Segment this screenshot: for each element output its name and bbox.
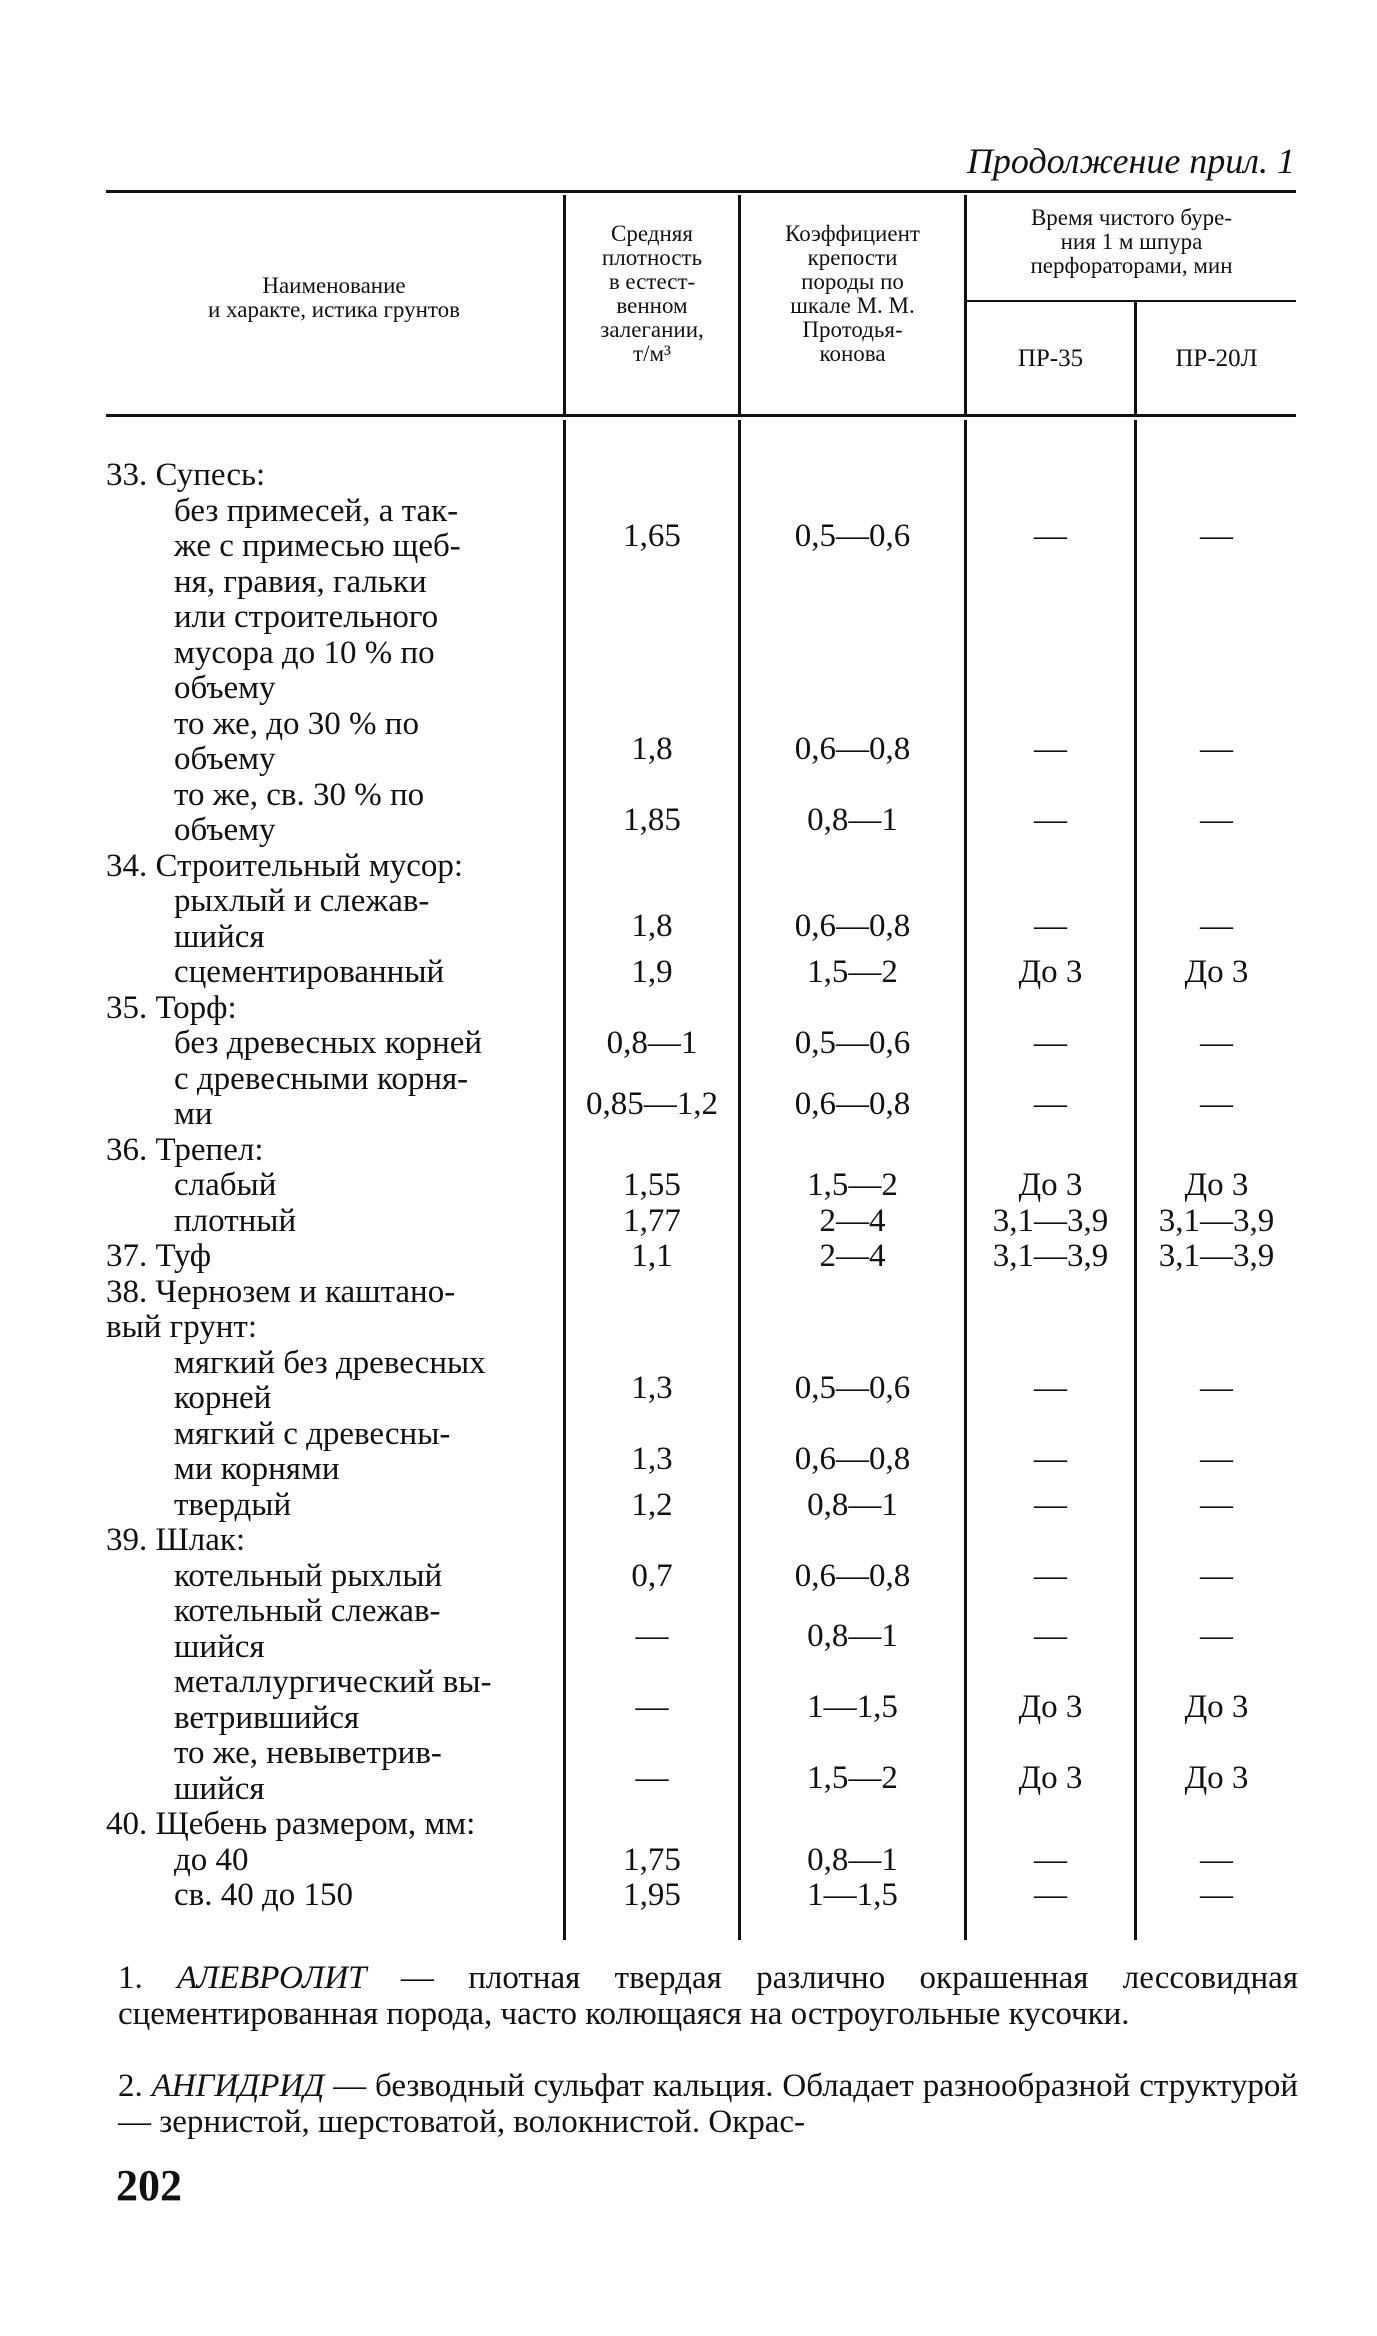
- row-name-line: сцементированный: [174, 954, 445, 990]
- header-density-line: Средняя: [611, 221, 693, 246]
- row-name-line: то же, св. 30 % по: [174, 776, 425, 813]
- row-name-line: то же, невыветрив-: [174, 1735, 442, 1771]
- cell-coef: 0,6—0,8: [794, 1557, 911, 1594]
- cell-density: —: [635, 1760, 669, 1796]
- cell-pr35: —: [1034, 517, 1067, 554]
- cell-pr20: —: [1200, 1085, 1233, 1122]
- cell-density: 1,95: [623, 1877, 681, 1913]
- row-name-line: твердый: [174, 1486, 292, 1523]
- header-density-line: т/м³: [633, 341, 671, 366]
- row-name-line: св. 40 до 150: [174, 1877, 354, 1913]
- cell-pr20: До 3: [1184, 954, 1249, 990]
- cell-pr20: До 3: [1184, 1760, 1249, 1796]
- cell-density: 1,8: [631, 908, 673, 944]
- cell-coef: 0,6—0,8: [794, 1085, 911, 1122]
- header-density-line: венном: [616, 293, 688, 318]
- cell-pr35: 3,1—3,9: [992, 1238, 1109, 1274]
- cell-coef: 0,5—0,6: [794, 517, 911, 554]
- row-name-line: ветрившийся: [174, 1699, 360, 1736]
- cell-pr20: —: [1200, 1486, 1233, 1523]
- row-name-line: объему: [174, 812, 276, 848]
- cell-density: 1,75: [623, 1841, 681, 1878]
- cell-pr20: —: [1200, 517, 1233, 554]
- cell-pr20: 3,1—3,9: [1158, 1202, 1275, 1239]
- cell-density: 0,7: [631, 1557, 673, 1594]
- cell-pr20: —: [1200, 1877, 1233, 1913]
- cell-pr35: —: [1034, 1486, 1067, 1523]
- row-name-line: без примесей, а так-: [174, 492, 459, 529]
- row-name-line: шийся: [174, 1628, 265, 1665]
- cell-pr35: До 3: [1018, 1760, 1083, 1796]
- header-density: [566, 222, 738, 366]
- cell-pr35: —: [1034, 1085, 1067, 1122]
- drill-subheader-rule: [966, 300, 1296, 302]
- header-name: [106, 274, 562, 322]
- cell-pr20: —: [1200, 908, 1233, 944]
- cell-density: 1,8: [631, 730, 673, 767]
- page-number: 202: [116, 2161, 182, 2210]
- cell-coef: 1—1,5: [807, 1689, 898, 1725]
- cell-pr20: —: [1200, 1841, 1233, 1878]
- cell-pr35: —: [1034, 801, 1067, 838]
- header-pr35: ПР-35: [1017, 345, 1084, 372]
- cell-coef: 0,8—1: [807, 1841, 898, 1878]
- cell-pr35: —: [1034, 1025, 1067, 1061]
- header-density-line: плотность: [601, 245, 703, 270]
- cell-coef: 2—4: [819, 1238, 886, 1274]
- header-density-line: залегании,: [600, 317, 704, 342]
- cell-density: 1,85: [623, 801, 681, 838]
- footnote-term: АНГИДРИД: [151, 2068, 325, 2104]
- row-name-line: ми корнями: [174, 1451, 340, 1487]
- cell-pr20: —: [1200, 1618, 1233, 1654]
- footnote-text: — безводный сульфат кальция. Обладает разнообразной структурой — зернистой, шерстоватой, волокнистой. Окрас-: [118, 2068, 1299, 2140]
- cell-coef: 1—1,5: [807, 1877, 898, 1913]
- row-name-line: объему: [174, 670, 276, 706]
- cell-pr35: До 3: [1018, 1689, 1083, 1725]
- row-name-line: с древесными корня-: [174, 1060, 469, 1097]
- row-name-line: шийся: [174, 1770, 265, 1807]
- row-name-line: или строительного: [174, 599, 439, 635]
- row-name-line: 39. Шлак:: [106, 1522, 246, 1558]
- row-name-line: 40. Щебень размером, мм:: [106, 1806, 476, 1842]
- cell-pr35: —: [1034, 1841, 1067, 1878]
- header-drill-line: ния 1 м шпура: [1060, 229, 1203, 254]
- header-drill-line: Время чистого буре-: [1030, 205, 1233, 230]
- row-name-line: же с примесью щеб-: [174, 528, 461, 564]
- row-name-line: объему: [174, 741, 276, 777]
- cell-pr20: До 3: [1184, 1167, 1249, 1203]
- cell-pr35: До 3: [1018, 1167, 1083, 1203]
- cell-pr20: —: [1200, 730, 1233, 767]
- running-header: Продолжение прил. 1: [966, 141, 1295, 181]
- cell-pr35: —: [1034, 1440, 1067, 1477]
- cell-pr20: До 3: [1184, 1689, 1249, 1725]
- header-name-line: и характе, истика грунтов: [207, 297, 460, 322]
- row-name-line: мягкий с древесны-: [174, 1415, 451, 1452]
- row-name-line: то же, до 30 % по: [174, 705, 419, 742]
- cell-density: 1,3: [631, 1440, 673, 1477]
- footnote-text: — плотная твердая различно окрашенная лессовидная сцементированная порода, часто колющаяся на остроугольные кусочки.: [118, 1960, 1299, 2032]
- row-name-line: корней: [174, 1380, 272, 1416]
- header-coef-line: конова: [819, 341, 886, 366]
- cell-coef: 0,8—1: [807, 801, 898, 838]
- cell-coef: 1,5—2: [807, 954, 898, 990]
- row-name-line: котельный рыхлый: [174, 1557, 443, 1594]
- header-drill: [967, 206, 1296, 278]
- footnote: [118, 1960, 1298, 2032]
- table-top-rule: [106, 190, 1296, 193]
- header-name-line: Наименование: [262, 273, 406, 298]
- cell-density: 1,55: [623, 1167, 681, 1203]
- cell-coef: 0,6—0,8: [794, 730, 911, 767]
- header-drill-line: перфораторами, мин: [1030, 253, 1233, 278]
- row-name-line: 38. Чернозем и каштано-: [106, 1273, 456, 1310]
- row-name-line: 33. Супесь:: [106, 457, 266, 493]
- row-name-line: рыхлый и слежав-: [174, 883, 430, 919]
- row-name-line: шийся: [174, 918, 265, 955]
- cell-coef: 0,8—1: [807, 1486, 898, 1523]
- header-density-line: в естест-: [608, 269, 696, 294]
- row-name-line: 37. Туф: [106, 1238, 212, 1274]
- cell-pr35: —: [1034, 908, 1067, 944]
- cell-coef: 1,5—2: [807, 1167, 898, 1203]
- cell-coef: 2—4: [819, 1202, 886, 1239]
- row-name-line: 35. Торф:: [106, 989, 237, 1026]
- cell-pr35: 3,1—3,9: [992, 1202, 1109, 1239]
- row-name-line: 36. Трепел:: [106, 1131, 264, 1168]
- cell-density: —: [635, 1618, 669, 1654]
- row-name-line: без древесных корней: [174, 1025, 483, 1061]
- row-name-line: 34. Строительный мусор:: [106, 847, 464, 884]
- cell-coef: 0,6—0,8: [794, 1440, 911, 1477]
- cell-density: 1,3: [631, 1369, 673, 1406]
- cell-pr35: —: [1034, 1557, 1067, 1594]
- header-coef-line: Протодья-: [802, 317, 903, 342]
- row-name-line: мягкий без древесных: [174, 1344, 486, 1381]
- footnote-num: 2.: [118, 2068, 143, 2104]
- cell-density: 1,65: [623, 517, 681, 554]
- header-coef-line: крепости: [807, 245, 898, 270]
- cell-pr20: —: [1200, 1557, 1233, 1594]
- cell-pr35: До 3: [1018, 954, 1083, 990]
- footnote-num: 1.: [118, 1960, 143, 1996]
- cell-density: 0,85—1,2: [586, 1085, 718, 1122]
- cell-pr35: —: [1034, 730, 1067, 767]
- cell-coef: 0,6—0,8: [794, 908, 911, 944]
- footnote: [118, 2068, 1298, 2140]
- row-name-line: мусора до 10 % по: [174, 634, 435, 671]
- cell-density: 1,1: [631, 1238, 673, 1274]
- header-coef-line: шкале М. М.: [790, 293, 915, 318]
- footnote-term: АЛЕВРОЛИТ: [177, 1960, 367, 1996]
- cell-pr20: —: [1200, 1440, 1233, 1477]
- header-coef-line: Коэффициент: [785, 221, 920, 246]
- row-name-line: котельный слежав-: [174, 1593, 441, 1629]
- cell-coef: 0,5—0,6: [794, 1025, 911, 1061]
- cell-coef: 0,8—1: [807, 1618, 898, 1654]
- cell-coef: 0,5—0,6: [794, 1369, 911, 1406]
- cell-density: 1,9: [631, 954, 673, 990]
- row-name-line: плотный: [174, 1202, 297, 1239]
- cell-density: 0,8—1: [606, 1025, 698, 1061]
- cell-pr20: 3,1—3,9: [1158, 1238, 1275, 1274]
- header-pr20: ПР-20Л: [1175, 345, 1258, 372]
- cell-density: 1,2: [631, 1486, 673, 1523]
- cell-pr20: —: [1200, 801, 1233, 838]
- cell-pr35: —: [1034, 1877, 1067, 1913]
- row-name-line: слабый: [174, 1167, 277, 1203]
- cell-coef: 1,5—2: [807, 1760, 898, 1796]
- cell-pr20: —: [1200, 1025, 1233, 1061]
- header-bottom-rule: [106, 414, 1296, 417]
- cell-pr35: —: [1034, 1369, 1067, 1406]
- row-name-line: вый грунт:: [106, 1309, 258, 1345]
- row-name-line: до 40: [174, 1841, 249, 1878]
- header-coef-line: породы по: [801, 269, 904, 294]
- row-name-line: металлургический вы-: [174, 1664, 492, 1700]
- cell-density: —: [635, 1689, 669, 1725]
- row-name-line: ми: [174, 1096, 213, 1132]
- header-coef: [741, 222, 964, 366]
- cell-density: 1,77: [623, 1202, 681, 1239]
- cell-pr20: —: [1200, 1369, 1233, 1406]
- row-name-line: ня, гравия, гальки: [174, 563, 427, 600]
- cell-pr35: —: [1034, 1618, 1067, 1654]
